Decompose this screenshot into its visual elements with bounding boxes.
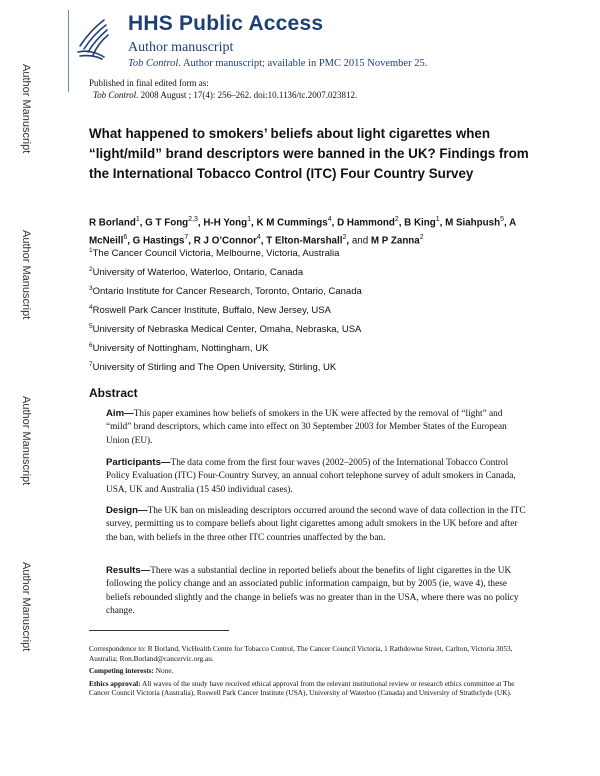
author-affiliation-ref: 1 [247, 216, 251, 223]
journal-name: Tob Control [128, 58, 179, 69]
author: M P Zanna [370, 235, 420, 247]
abstract-participants-label: Participants— [106, 457, 171, 468]
header-divider [68, 10, 69, 92]
author: R J O’Connor [193, 235, 257, 247]
author-affiliation-ref: 2 [342, 234, 347, 242]
author-affiliation-ref: 5 [500, 216, 504, 223]
author: K M Cummings [256, 217, 328, 229]
affiliation: $^4$Roswell Park Cancer Institute, Buffalo, New Jersey, USA [89, 304, 331, 317]
competing-interests-note: Competing interests: None. [89, 666, 174, 676]
footnote-divider [89, 630, 229, 631]
author: A McNeill [89, 217, 516, 247]
author: B King [404, 217, 436, 229]
abstract-aim-label: Aim— [106, 408, 134, 419]
citation-journal: Tob Control [93, 90, 137, 100]
ethics-approval-note: Ethics approval: All waves of the study have received ethical approval from the relevant institutional review or research ethics committee at The Cancer Council Victoria (Australia), Roswell Park Cancer Institute (USA), University of Waterloo (Canada) and University of Strathclyde (UK). [89, 678, 515, 698]
author: R Borland [89, 217, 136, 229]
author-affiliation-ref: 2 [394, 216, 399, 223]
author: G Hastings [132, 235, 185, 247]
availability-text: . Author manuscript; available in PMC 2015 November 25. [178, 58, 428, 69]
abstract-results [106, 564, 530, 619]
abstract-design-text: The UK ban on misleading descriptors occurred around the second wave of data collection in the ITC survey, permitting us to compare beliefs about light cigarettes among adult smokers in the UK before and after the ban, with beliefs in the three other ITC countries unaffected by the ban. [106, 506, 526, 543]
affiliation: $^6$University of Nottingham, Nottingham, UK [89, 342, 269, 355]
published-note: Published in final edited form as: [89, 78, 209, 88]
affiliation: $^1$The Cancer Council Victoria, Melbourne, Victoria, Australia [89, 247, 340, 260]
affiliation: $^5$University of Nebraska Medical Center, Omaha, Nebraska, USA [89, 323, 362, 336]
author: H-H Yong [203, 217, 248, 229]
hhs-eagle-logo-icon [74, 16, 112, 60]
author-affiliation-ref: 6 [123, 234, 128, 242]
affiliation-list [89, 244, 529, 377]
author: D Hammond [337, 217, 395, 229]
authors-and: and [351, 235, 369, 247]
author: M Siahpush [445, 217, 501, 229]
abstract-participants-text: The data come from the first four waves (2002–2005) of the International Tobacco Control Policy Evaluation (ITC) Four-Country Survey, an annual cohort telephone survey of adult smokers in Canada, USA, UK and Australia (15 450 individual cases). [106, 458, 516, 495]
author: G T Fong [145, 217, 189, 229]
affiliation: $^2$University of Waterloo, Waterloo, Ontario, Canada [89, 266, 304, 279]
author-affiliation-ref: 1 [435, 216, 440, 223]
author-list: R Borland$^1$, G T Fong$^{2,3}$, H-H Yong$^1$, K M Cummings$^4$, D Hammond$^2$, B King$^1$, M Siahpush$^5$, A McNeill$^6$, G Hastings$^7$, R J O’Connor$^4$, T Elton-Marshall$^2$, and M P Zanna$^2$ [89, 216, 516, 247]
author-affiliation-ref: 4 [327, 216, 332, 223]
abstract-aim [106, 407, 530, 448]
author-affiliation-ref: 1 [135, 216, 140, 223]
side-label-author-manuscript: Author Manuscript [20, 230, 32, 320]
side-label-author-manuscript: Author Manuscript [20, 396, 32, 486]
correspondence-note: Correspondence to: R Borland, VicHealth Centre for Tobacco Control, The Cancer Council Victoria, 1 Rathdowne Street, Carlton, Victoria 3053, Australia; Ron.Borland@cancervic.org.au. [89, 644, 513, 663]
side-label-author-manuscript: Author Manuscript [20, 562, 32, 652]
abstract-aim-text: This paper examines how beliefs of smokers in the UK were affected by the removal of “light” and “mild” brand descriptors, which came into effect on 30 September 2003 for Member States of the European Union (EU). [106, 409, 507, 446]
citation-details: . 2008 August ; 17(4): 256–262. doi:10.1136/tc.2007.023812. [136, 90, 358, 100]
availability-line [128, 58, 427, 69]
hhs-public-access-title: HHS Public Access [128, 12, 324, 35]
article-title: What happened to smokers’ beliefs about light cigarettes when “light/mild” brand descriptors were banned in the UK? Findings from the International Tobacco Control (ITC) Four Country Survey [89, 126, 529, 181]
abstract-participants [106, 456, 530, 497]
footnotes [89, 644, 529, 701]
affiliation: $^3$Ontario Institute for Cancer Research, Toronto, Ontario, Canada [89, 285, 362, 298]
author-affiliation-ref: 2 [419, 234, 424, 242]
author-affiliation-ref: 4 [256, 234, 261, 242]
affiliation: $^7$University of Stirling and The Open University, Stirling, UK [89, 361, 337, 374]
abstract-results-text: There was a substantial decline in reported beliefs about the benefits of light cigarettes in the UK following the policy change and an associated public information campaign, but by 2005 (ie, wave 4), these beliefs rebounded slightly and the change in beliefs was no greater than in the USA, where there was no policy change. [106, 566, 519, 617]
author-affiliation-ref: 2,3 [188, 216, 198, 223]
abstract-design-label: Design— [106, 505, 148, 516]
abstract-design [106, 504, 530, 545]
abstract-heading: Abstract [89, 386, 138, 400]
side-label-author-manuscript: Author Manuscript [20, 64, 32, 154]
author: T Elton-Marshall [266, 235, 343, 247]
abstract-results-label: Results— [106, 565, 151, 576]
author-manuscript-subtitle: Author manuscript [128, 40, 234, 55]
author-affiliation-ref: 7 [184, 234, 189, 242]
citation [93, 90, 357, 100]
